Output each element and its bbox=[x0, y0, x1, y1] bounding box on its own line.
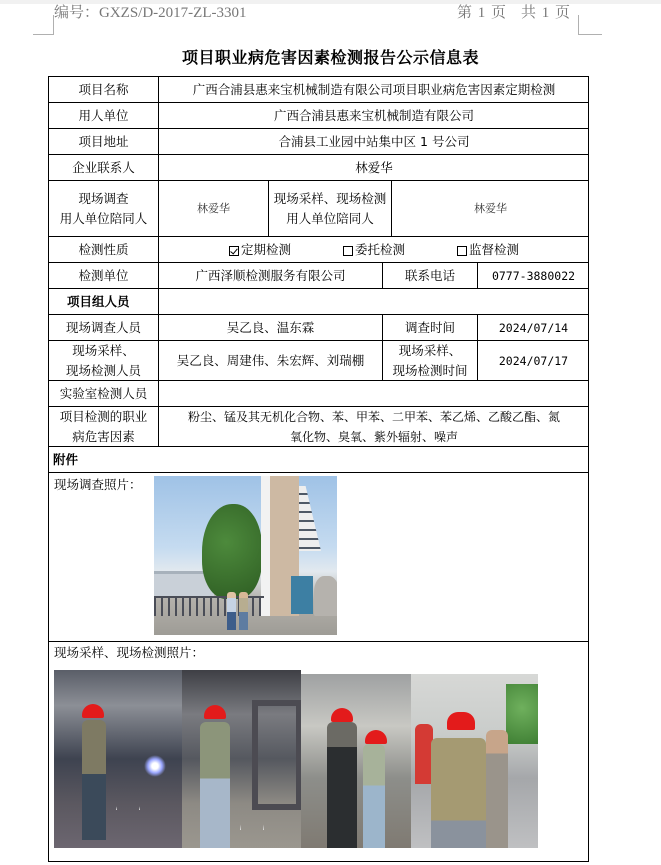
employer-label: 用人单位 bbox=[49, 103, 159, 129]
page-title: 项目职业病危害因素检测报告公示信息表 bbox=[181, 48, 479, 67]
field-photo-4[interactable] bbox=[411, 674, 538, 848]
stone-lion bbox=[314, 576, 337, 616]
team-heading-blank bbox=[159, 289, 589, 315]
page-total: 1 bbox=[541, 5, 550, 21]
field-photo-label: 现场采样、现场检测照片： bbox=[54, 645, 205, 660]
hazards-label-line2: 病危害因素 bbox=[72, 428, 135, 444]
worker-figure bbox=[82, 720, 106, 840]
survey-escort-label-line1: 现场调查 bbox=[78, 190, 129, 206]
survey-escort-value: 林爱华 bbox=[159, 181, 269, 237]
project-name-value: 广西合浦县惠来宝机械制造有限公司项目职业病危害因素定期检测 bbox=[159, 77, 589, 103]
crop-mark-right bbox=[578, 15, 602, 35]
sampling-escort-label-line1: 现场采样、现场检测 bbox=[273, 190, 387, 206]
agency-label: 检测单位 bbox=[49, 263, 159, 289]
page-mid: 页 共 bbox=[491, 5, 537, 21]
option-supervisory-label: 监督检测 bbox=[469, 241, 520, 257]
lab-staff-label: 实验室检测人员 bbox=[49, 381, 159, 407]
hazards-value-line2: 氧化物、臭氧、紫外辐射、噪声 bbox=[289, 429, 458, 444]
option-periodic[interactable] bbox=[229, 240, 291, 260]
survey-time-value: 2024/07/14 bbox=[478, 315, 589, 341]
page-current: 1 bbox=[477, 5, 486, 21]
option-commissioned[interactable] bbox=[343, 240, 405, 260]
crop-mark-left bbox=[33, 15, 54, 35]
welding-glow bbox=[144, 755, 166, 777]
page-indicator bbox=[457, 1, 570, 22]
red-helmet-icon bbox=[365, 730, 387, 744]
trees bbox=[506, 684, 538, 744]
machine-frame bbox=[252, 700, 301, 810]
sampling-escort-value: 林爱华 bbox=[392, 181, 589, 237]
sampling-staff-label-line2: 现场检测人员 bbox=[65, 362, 141, 378]
checkbox-checked-icon[interactable] bbox=[229, 246, 239, 256]
red-helmet-icon bbox=[204, 705, 226, 719]
worker-figure bbox=[363, 744, 385, 848]
contact-value: 林爱华 bbox=[159, 155, 589, 181]
field-photo-1[interactable] bbox=[54, 670, 182, 848]
survey-photo-label: 现场调查照片： bbox=[54, 477, 142, 492]
nature-label: 检测性质 bbox=[49, 237, 159, 263]
address-value: 合浦县工业园中站集中区 1 号公司 bbox=[159, 129, 589, 155]
survey-time-label: 调查时间 bbox=[383, 315, 478, 341]
sampling-time-label bbox=[383, 341, 478, 381]
sampling-staff-label bbox=[49, 341, 159, 381]
option-periodic-label: 定期检测 bbox=[240, 241, 291, 257]
red-helmet-icon bbox=[82, 704, 104, 718]
worker-figure bbox=[431, 738, 486, 848]
sampling-time-label-line2: 现场检测时间 bbox=[392, 362, 468, 378]
sampling-time-value: 2024/07/17 bbox=[478, 341, 589, 381]
option-commissioned-label: 委托检测 bbox=[354, 241, 405, 257]
sampling-staff-value: 吴乙良、周建伟、朱宏辉、刘瑞棚 bbox=[159, 341, 383, 381]
attachments-heading: 附件 bbox=[49, 447, 589, 473]
sampling-escort-label-line2: 用人单位陪同人 bbox=[286, 210, 374, 226]
hazards-label bbox=[49, 407, 159, 447]
checkbox-empty-icon[interactable] bbox=[457, 246, 467, 256]
survey-escort-label-line2: 用人单位陪同人 bbox=[59, 210, 148, 226]
checkbox-empty-icon[interactable] bbox=[343, 246, 353, 256]
worker-apron-figure bbox=[327, 722, 357, 848]
lab-staff-value bbox=[159, 381, 589, 407]
page-prefix: 第 bbox=[457, 5, 473, 21]
phone-label: 联系电话 bbox=[383, 263, 478, 289]
hazards-label-line1: 项目检测的职业 bbox=[59, 408, 148, 424]
employer-value: 广西合浦县惠来宝机械制造有限公司 bbox=[159, 103, 589, 129]
red-helmet-icon bbox=[447, 712, 475, 730]
red-helmet-icon bbox=[331, 708, 353, 722]
worker-figure bbox=[200, 722, 230, 848]
hazards-value bbox=[159, 407, 589, 447]
hazards-value-line1: 粉尘、锰及其无机化合物、苯、甲苯、二甲苯、苯乙烯、乙酸乙酯、氮 bbox=[187, 409, 560, 424]
document-number: 编号：GXZS/D-2017-ZL-3301 bbox=[54, 5, 247, 21]
agency-value: 广西泽顺检测服务有限公司 bbox=[159, 263, 383, 289]
field-photo-2[interactable] bbox=[182, 670, 301, 848]
contact-label: 企业联系人 bbox=[49, 155, 159, 181]
team-heading: 项目组人员 bbox=[49, 289, 159, 315]
person-figure bbox=[239, 592, 248, 630]
page-suffix: 页 bbox=[555, 5, 571, 21]
tower-wing bbox=[299, 486, 321, 551]
field-photo-3[interactable] bbox=[301, 674, 411, 848]
option-supervisory[interactable] bbox=[457, 240, 519, 260]
nature-options bbox=[159, 237, 589, 263]
phone-value: 0777-3880022 bbox=[478, 263, 589, 289]
survey-staff-value: 吴乙良、温东霖 bbox=[159, 315, 383, 341]
survey-photo[interactable] bbox=[154, 476, 337, 635]
sampling-time-label-line1: 现场采样、 bbox=[398, 342, 462, 358]
address-label: 项目地址 bbox=[49, 129, 159, 155]
sampling-escort-label bbox=[269, 181, 392, 237]
tree bbox=[202, 504, 262, 599]
survey-escort-label bbox=[49, 181, 159, 237]
gatehouse-door bbox=[291, 576, 313, 614]
worker-figure bbox=[486, 730, 508, 848]
sampling-staff-label-line1: 现场采样、 bbox=[72, 342, 135, 358]
survey-staff-label: 现场调查人员 bbox=[49, 315, 159, 341]
project-name-label: 项目名称 bbox=[49, 77, 159, 103]
tripod bbox=[116, 770, 140, 810]
person-figure bbox=[227, 592, 236, 630]
